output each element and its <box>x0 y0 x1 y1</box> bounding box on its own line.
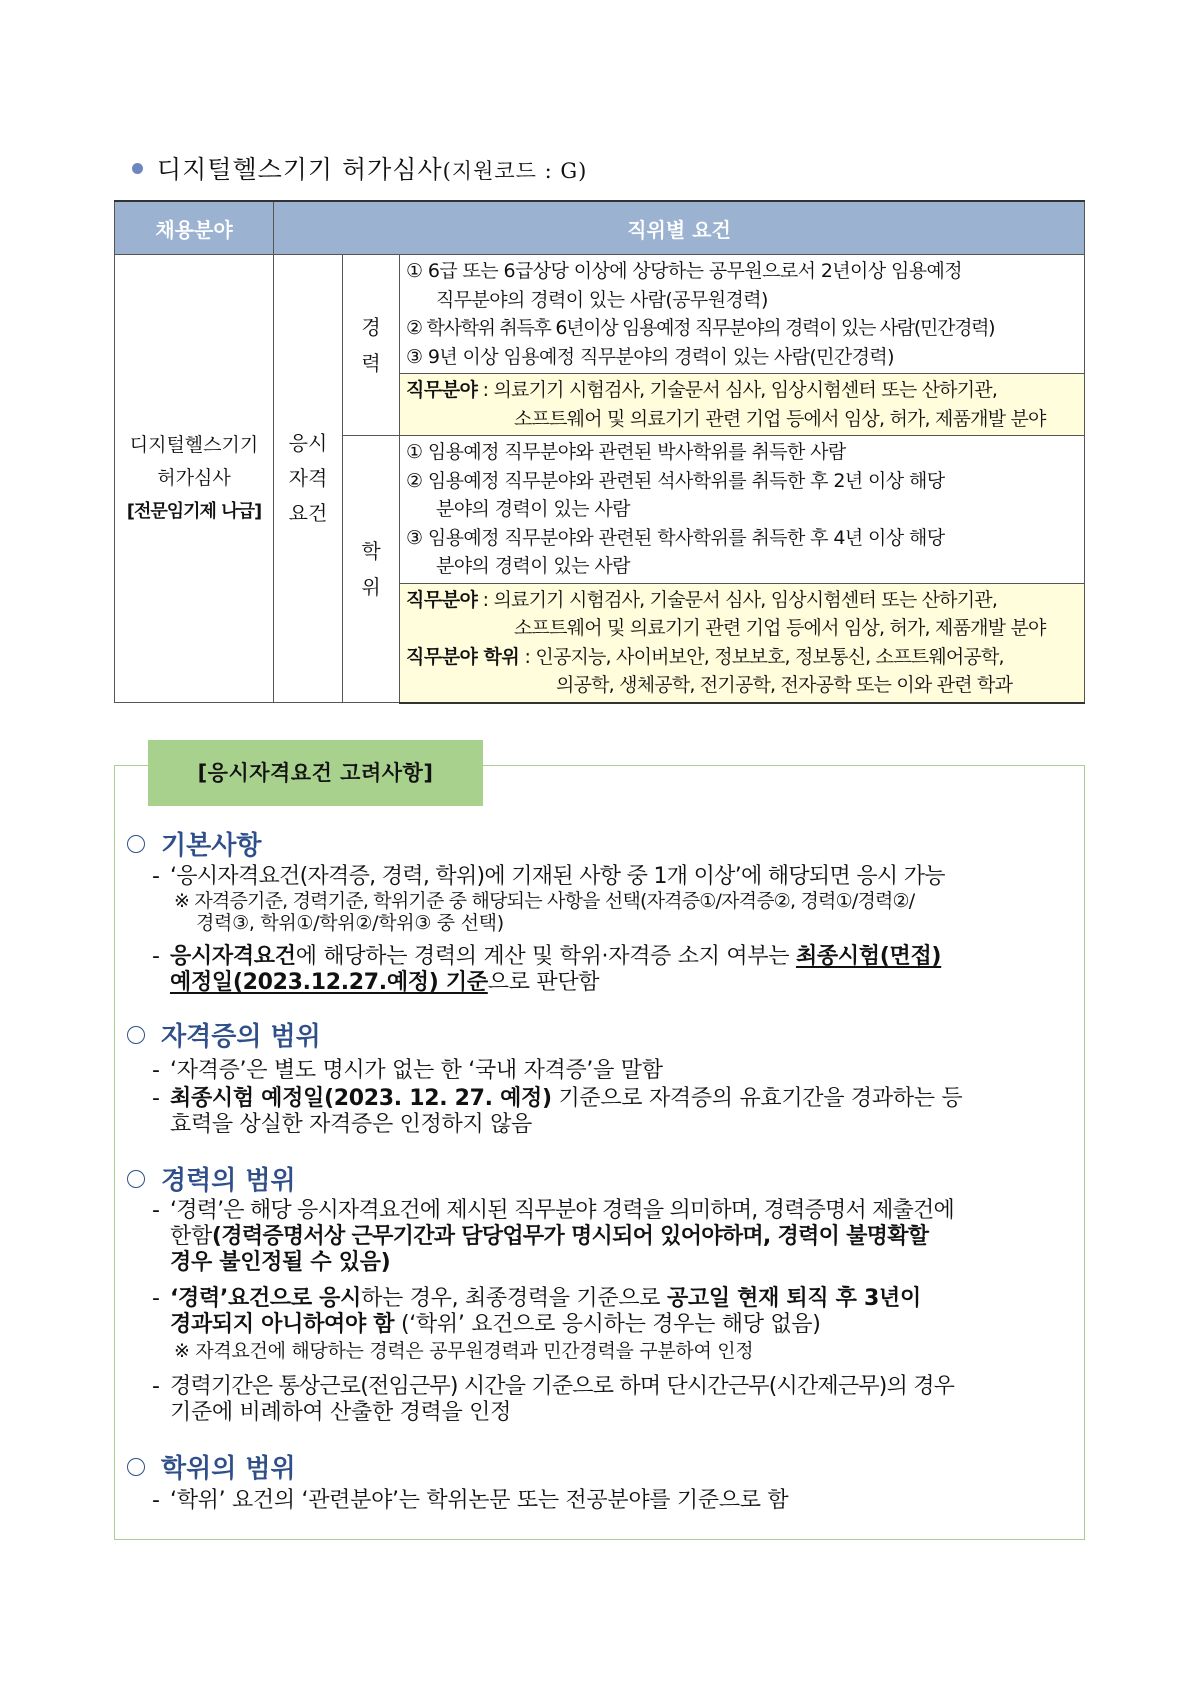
title-text: 디지털헬스기기 허가심사 <box>157 155 443 184</box>
bold-text: 공고일 현재 퇴직 후 3년이 <box>666 1286 921 1311</box>
circle-icon <box>127 1170 145 1188</box>
cert-line-1: - ‘자격증’은 별도 명시가 없는 한 ‘국내 자격증’을 말함 <box>152 1058 1074 1084</box>
subcategory-line: 응시 <box>288 431 328 455</box>
line-text: ‘응시자격요건(자격증, 경력, 학위)에 기재된 사항 중 1개 이상’에 해당되면 응시 가능 <box>170 864 945 889</box>
section-title <box>132 150 587 186</box>
line-text: ‘자격증’은 별도 명시가 없는 한 ‘국내 자격증’을 말함 <box>170 1058 663 1083</box>
career-note <box>174 1340 1074 1362</box>
field-text: 소프트웨어 및 의료기기 관련 기업 등에서 임상, 허가, 제품개발 분야 <box>514 407 1046 430</box>
career-line-2: - ‘경력’요건으로 응시하는 경우, 최종경력을 기준으로 공고일 현재 퇴직 후 3년이 경과되지 아니하여야 함 (‘학위’ 요건으로 응시하는 경우는 해당 없음) <box>152 1286 1074 1338</box>
circle-icon <box>127 835 145 853</box>
line-text: 효력을 상실한 자격증은 인정하지 않음 <box>170 1112 533 1137</box>
degree-field <box>400 583 1085 703</box>
heading-text: 자격증의 범위 <box>161 1022 321 1052</box>
major-text: : 인공지능, 사이버보안, 정보보호, 정보통신, 소프트웨어공학, <box>519 645 1004 668</box>
line-text: ‘학위’ 요건의 ‘관련분야’는 학위논문 또는 전공분야를 기준으로 함 <box>170 1488 789 1513</box>
degree-line-1: - ‘학위’ 요건의 ‘관련분야’는 학위논문 또는 전공분야를 기준으로 함 <box>152 1488 1074 1514</box>
degree-item: 분야의 경력이 있는 사람 <box>436 555 630 577</box>
line-text <box>152 944 1074 970</box>
career-item: ③ 9년 이상 임용예정 직무분야의 경력이 있는 사람(민간경력) <box>406 345 894 368</box>
line-text <box>152 1086 1074 1112</box>
career-item: ② 학사학위 취득후 6년이상 임용예정 직무분야의 경력이 있는 사람(민간경력) <box>406 317 995 339</box>
considerations-title: [응시자격요건 고려사항] <box>148 740 483 806</box>
career-label: 력 <box>361 351 381 375</box>
degree-label: 위 <box>361 575 381 599</box>
header-field: 채용분야 <box>115 201 274 255</box>
degree-item: ③ 임용예정 직무분야와 관련된 학사학위를 취득한 후 4년 이상 해당 <box>406 526 945 549</box>
heading-text: 학위의 범위 <box>161 1454 296 1484</box>
job-code: (지원코드 : G) <box>442 159 588 183</box>
note-text: ※ 자격증기준, 경력기준, 학위기준 중 해당되는 사항을 선택(자격증①/자격증②, 경력①/경력②/ <box>174 890 915 912</box>
career-field <box>400 374 1085 436</box>
career-items <box>400 255 1085 374</box>
career-heading <box>127 1160 296 1197</box>
field-label: 직무분야 <box>406 588 478 611</box>
field-text: : 의료기기 시험검사, 기술문서 심사, 임상시험센터 또는 산하기관, <box>477 379 998 401</box>
degree-item: ① 임용예정 직무분야와 관련된 박사학위를 취득한 사람 <box>406 441 846 463</box>
plain-text: 한함 <box>170 1224 212 1249</box>
heading-text: 경력의 범위 <box>161 1166 296 1196</box>
circle-icon <box>127 1458 145 1476</box>
category-grade: [전문임기제 나급] <box>126 501 262 522</box>
cert-heading <box>127 1016 321 1053</box>
basic-note <box>174 890 1074 934</box>
basic-heading <box>127 825 261 862</box>
degree-label-cell <box>343 436 400 703</box>
subcategory-line: 요건 <box>288 501 328 525</box>
basic-line-2: - 응시자격요건에 해당하는 경력의 계산 및 학위·자격증 소지 여부는 최종시험(면접) 예정일(2023.12.27.예정) 기준으로 판단함 <box>152 944 1074 996</box>
line-text <box>152 1224 1074 1250</box>
career-item: 직무분야의 경력이 있는 사람(공무원경력) <box>436 288 768 311</box>
heading-text: 기본사항 <box>161 831 262 861</box>
line-text: ‘경력’은 해당 응시자격요건에 제시된 직무분야 경력을 의미하며, 경력증명서 제출건에 <box>170 1198 954 1223</box>
subcategory-cell <box>274 255 343 703</box>
plain-text: 에 해당하는 경력의 계산 및 학위·자격증 소지 여부는 <box>295 944 796 969</box>
line-text: 기준에 비례하여 산출한 경력을 인정 <box>170 1400 512 1425</box>
bold-text: 경과되지 아니하여야 함 <box>170 1312 395 1337</box>
line-text <box>152 1250 1074 1276</box>
degree-items <box>400 436 1085 584</box>
header-requirements: 직위별 요건 <box>274 201 1085 255</box>
category-line: 허가심사 <box>157 467 231 489</box>
career-line-3: - 경력기간은 통상근로(전임근무) 시간을 기준으로 하며 단시간근무(시간제근무)의 경우 기준에 비례하여 산출한 경력을 인정 <box>152 1374 1074 1426</box>
degree-heading <box>127 1448 296 1485</box>
note-text: ※ 자격요건에 해당하는 경력은 공무원경력과 민간경력을 구분하여 인정 <box>174 1340 754 1362</box>
note-text: 경력③, 학위①/학위②/학위③ 중 선택) <box>196 912 504 934</box>
career-label-cell <box>343 255 400 436</box>
degree-item: ② 임용예정 직무분야와 관련된 석사학위를 취득한 후 2년 이상 해당 <box>406 469 945 492</box>
line-text <box>152 1312 1074 1338</box>
line-text <box>152 1286 1074 1312</box>
plain-text: (‘학위’ 요건으로 응시하는 경우는 해당 없음) <box>394 1312 821 1337</box>
bold-text: ‘경력’요건으로 응시 <box>170 1286 362 1311</box>
degree-label: 학 <box>361 539 381 563</box>
subcategory-line: 자격 <box>288 466 328 490</box>
basic-line-1: - ‘응시자격요건(자격증, 경력, 학위)에 기재된 사항 중 1개 이상’에 해당되면 응시 가능 <box>152 864 1074 890</box>
circle-icon <box>127 1026 145 1044</box>
cert-line-2: - 최종시험 예정일(2023. 12. 27. 예정) 기준으로 자격증의 유효기간을 경과하는 등 효력을 상실한 자격증은 인정하지 않음 <box>152 1086 1074 1138</box>
career-item: ① 6급 또는 6급상당 이상에 상당하는 공무원으로서 2년이상 임용예정 <box>406 260 963 282</box>
plain-text: 하는 경우, 최종경력을 기준으로 <box>361 1286 667 1311</box>
field-text: : 의료기기 시험검사, 기술문서 심사, 임상시험센터 또는 산하기관, <box>477 588 998 611</box>
bold-text: 경우 불인정될 수 있음) <box>170 1250 391 1275</box>
career-line-1: - ‘경력’은 해당 응시자격요건에 제시된 직무분야 경력을 의미하며, 경력증명서 제출건에 한함(경력증명서상 근무기간과 담당업무가 명시되어 있어야하며, 경력이 불명확할 경우 불인정될 수 있음) <box>152 1198 1074 1276</box>
degree-item: 분야의 경력이 있는 사람 <box>436 498 630 520</box>
underlined-text: 최종시험(면접) <box>795 944 942 969</box>
career-label: 경 <box>361 315 381 339</box>
major-label: 직무분야 학위 <box>406 645 520 668</box>
line-text <box>152 970 1074 996</box>
plain-text: 기준으로 자격증의 유효기간을 경과하는 등 <box>551 1086 963 1111</box>
requirements-table <box>114 200 1085 704</box>
underlined-text: 예정일(2023.12.27.예정) 기준 <box>170 970 488 995</box>
plain-text: 으로 판단함 <box>487 970 600 995</box>
bullet-icon <box>132 163 143 174</box>
bold-text: 응시자격요건 <box>170 944 296 969</box>
category-cell <box>115 255 274 703</box>
major-text: 의공학, 생체공학, 전기공학, 전자공학 또는 이와 관련 학과 <box>556 674 1013 696</box>
field-text: 소프트웨어 및 의료기기 관련 기업 등에서 임상, 허가, 제품개발 분야 <box>514 617 1046 639</box>
category-line: 디지털헬스기기 <box>129 434 259 456</box>
line-text: 경력기간은 통상근로(전임근무) 시간을 기준으로 하며 단시간근무(시간제근무)의 경우 <box>170 1374 955 1399</box>
bold-text: (경력증명서상 근무기간과 담당업무가 명시되어 있어야하며, 경력이 불명확할 <box>211 1224 929 1249</box>
field-label: 직무분야 <box>406 379 478 401</box>
bold-text: 최종시험 예정일(2023. 12. 27. 예정) <box>170 1086 552 1111</box>
